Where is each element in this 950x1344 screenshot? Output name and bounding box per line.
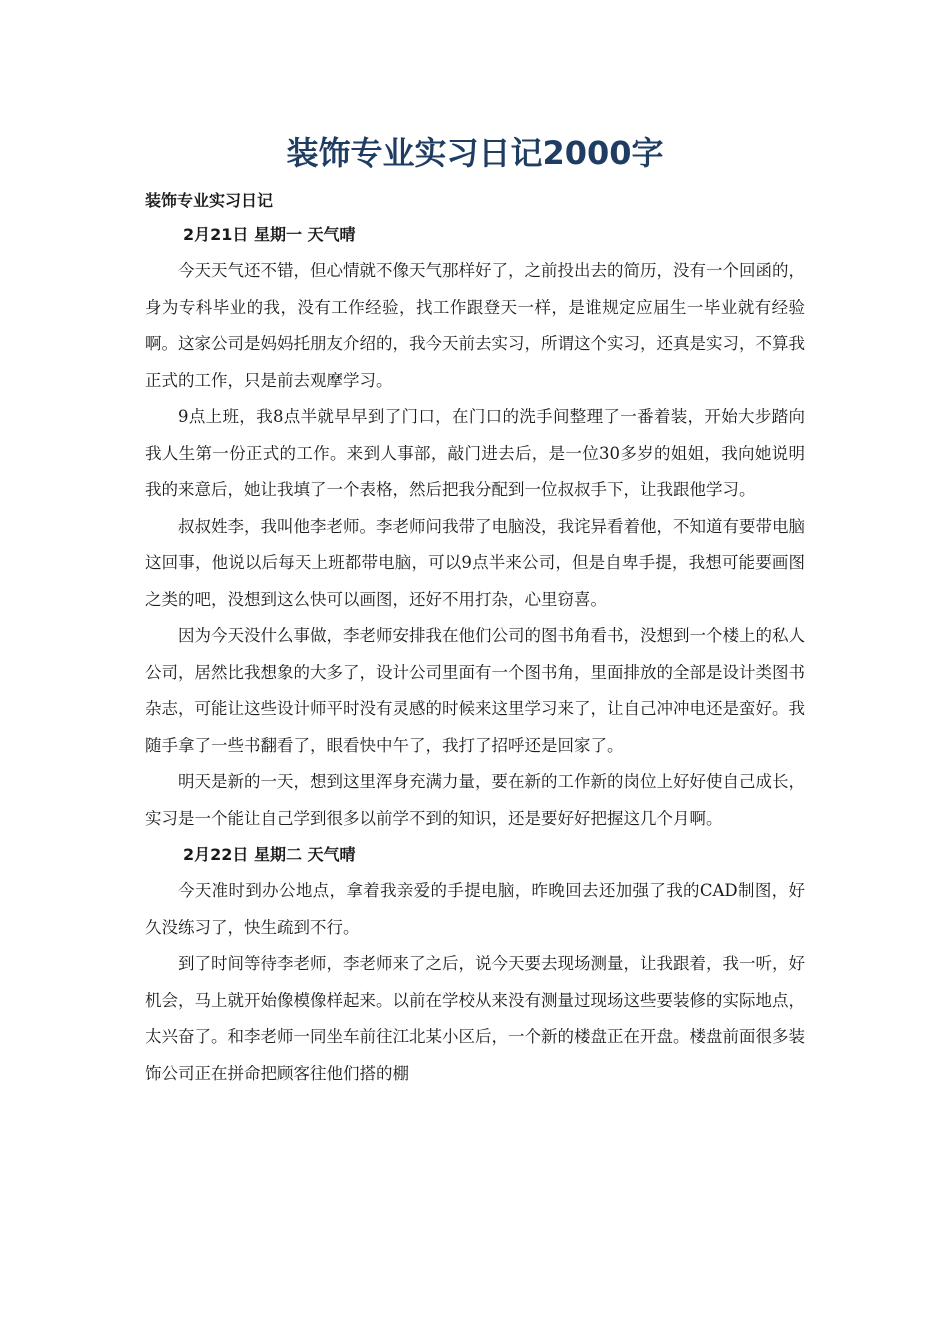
paragraph: 今天天气还不错，但心情就不像天气那样好了，之前投出去的简历，没有一个回函的，身为专科毕业的我，没有工作经验，找工作跟登天一样，是谁规定应届生一毕业就有经验啊。这家公司是妈妈托朋友介绍的，我今天前去实习，所谓这个实习，还真是实习，不算我正式的工作，只是前去观摩学习。 bbox=[145, 261, 805, 390]
page-title: 装饰专业实习日记2000字 bbox=[286, 134, 664, 172]
paragraph: 9点上班，我8点半就早早到了门口，在门口的洗手间整理了一番着装，开始大步踏向我人生第一份正式的工作。来到人事部，敲门进去后，是一位30多岁的姐姐，我向她说明我的来意后，她让我填了一个表格，然后把我分配到一位叔叔手下，让我跟他学习。 bbox=[145, 407, 805, 499]
entry-date: 2月21日 星期一 天气晴 bbox=[183, 225, 356, 244]
paragraph: 到了时间等待李老师，李老师来了之后，说今天要去现场测量，让我跟着，我一听，好机会，马上就开始像模像样起来。以前在学校从来没有测量过现场这些要装修的实际地点，太兴奋了。和李老师一同坐车前往江北某小区后，一个新的楼盘正在开盘。楼盘前面很多装饰公司正在拼命把顾客往他们搭的棚 bbox=[145, 954, 805, 1083]
paragraph: 叔叔姓李，我叫他李老师。李老师问我带了电脑没，我诧异看着他，不知道有要带电脑这回事，他说以后每天上班都带电脑，可以9点半来公司，但是自卑手提，我想可能要画图之类的吧，没想到这么快可以画图，还好不用打杂，心里窃喜。 bbox=[145, 516, 805, 609]
paragraph: 因为今天没什么事做，李老师安排我在他们公司的图书角看书，没想到一个楼上的私人公司，居然比我想象的大多了，设计公司里面有一个图书角，里面排放的全部是设计类图书杂志，可能让这些设计师平时没有灵感的时候来这里学习来了，让自己冲冲电还是蛮好。我随手拿了一些书翻看了，眼看快中午了，我打了招呼还是回家了。 bbox=[145, 626, 805, 755]
document-body bbox=[145, 185, 805, 1092]
document-subtitle: 装饰专业实习日记 bbox=[145, 191, 274, 210]
paragraph: 今天准时到办公地点，拿着我亲爱的手提电脑，昨晚回去还加强了我的CAD制图，好久没练习了，快生疏到不行。 bbox=[145, 881, 805, 937]
entry-date: 2月22日 星期二 天气晴 bbox=[183, 845, 356, 864]
paragraph: 明天是新的一天，想到这里浑身充满力量，要在新的工作新的岗位上好好使自己成长，实习是一个能让自己学到很多以前学不到的知识，还是要好好把握这几个月啊。 bbox=[145, 772, 805, 828]
